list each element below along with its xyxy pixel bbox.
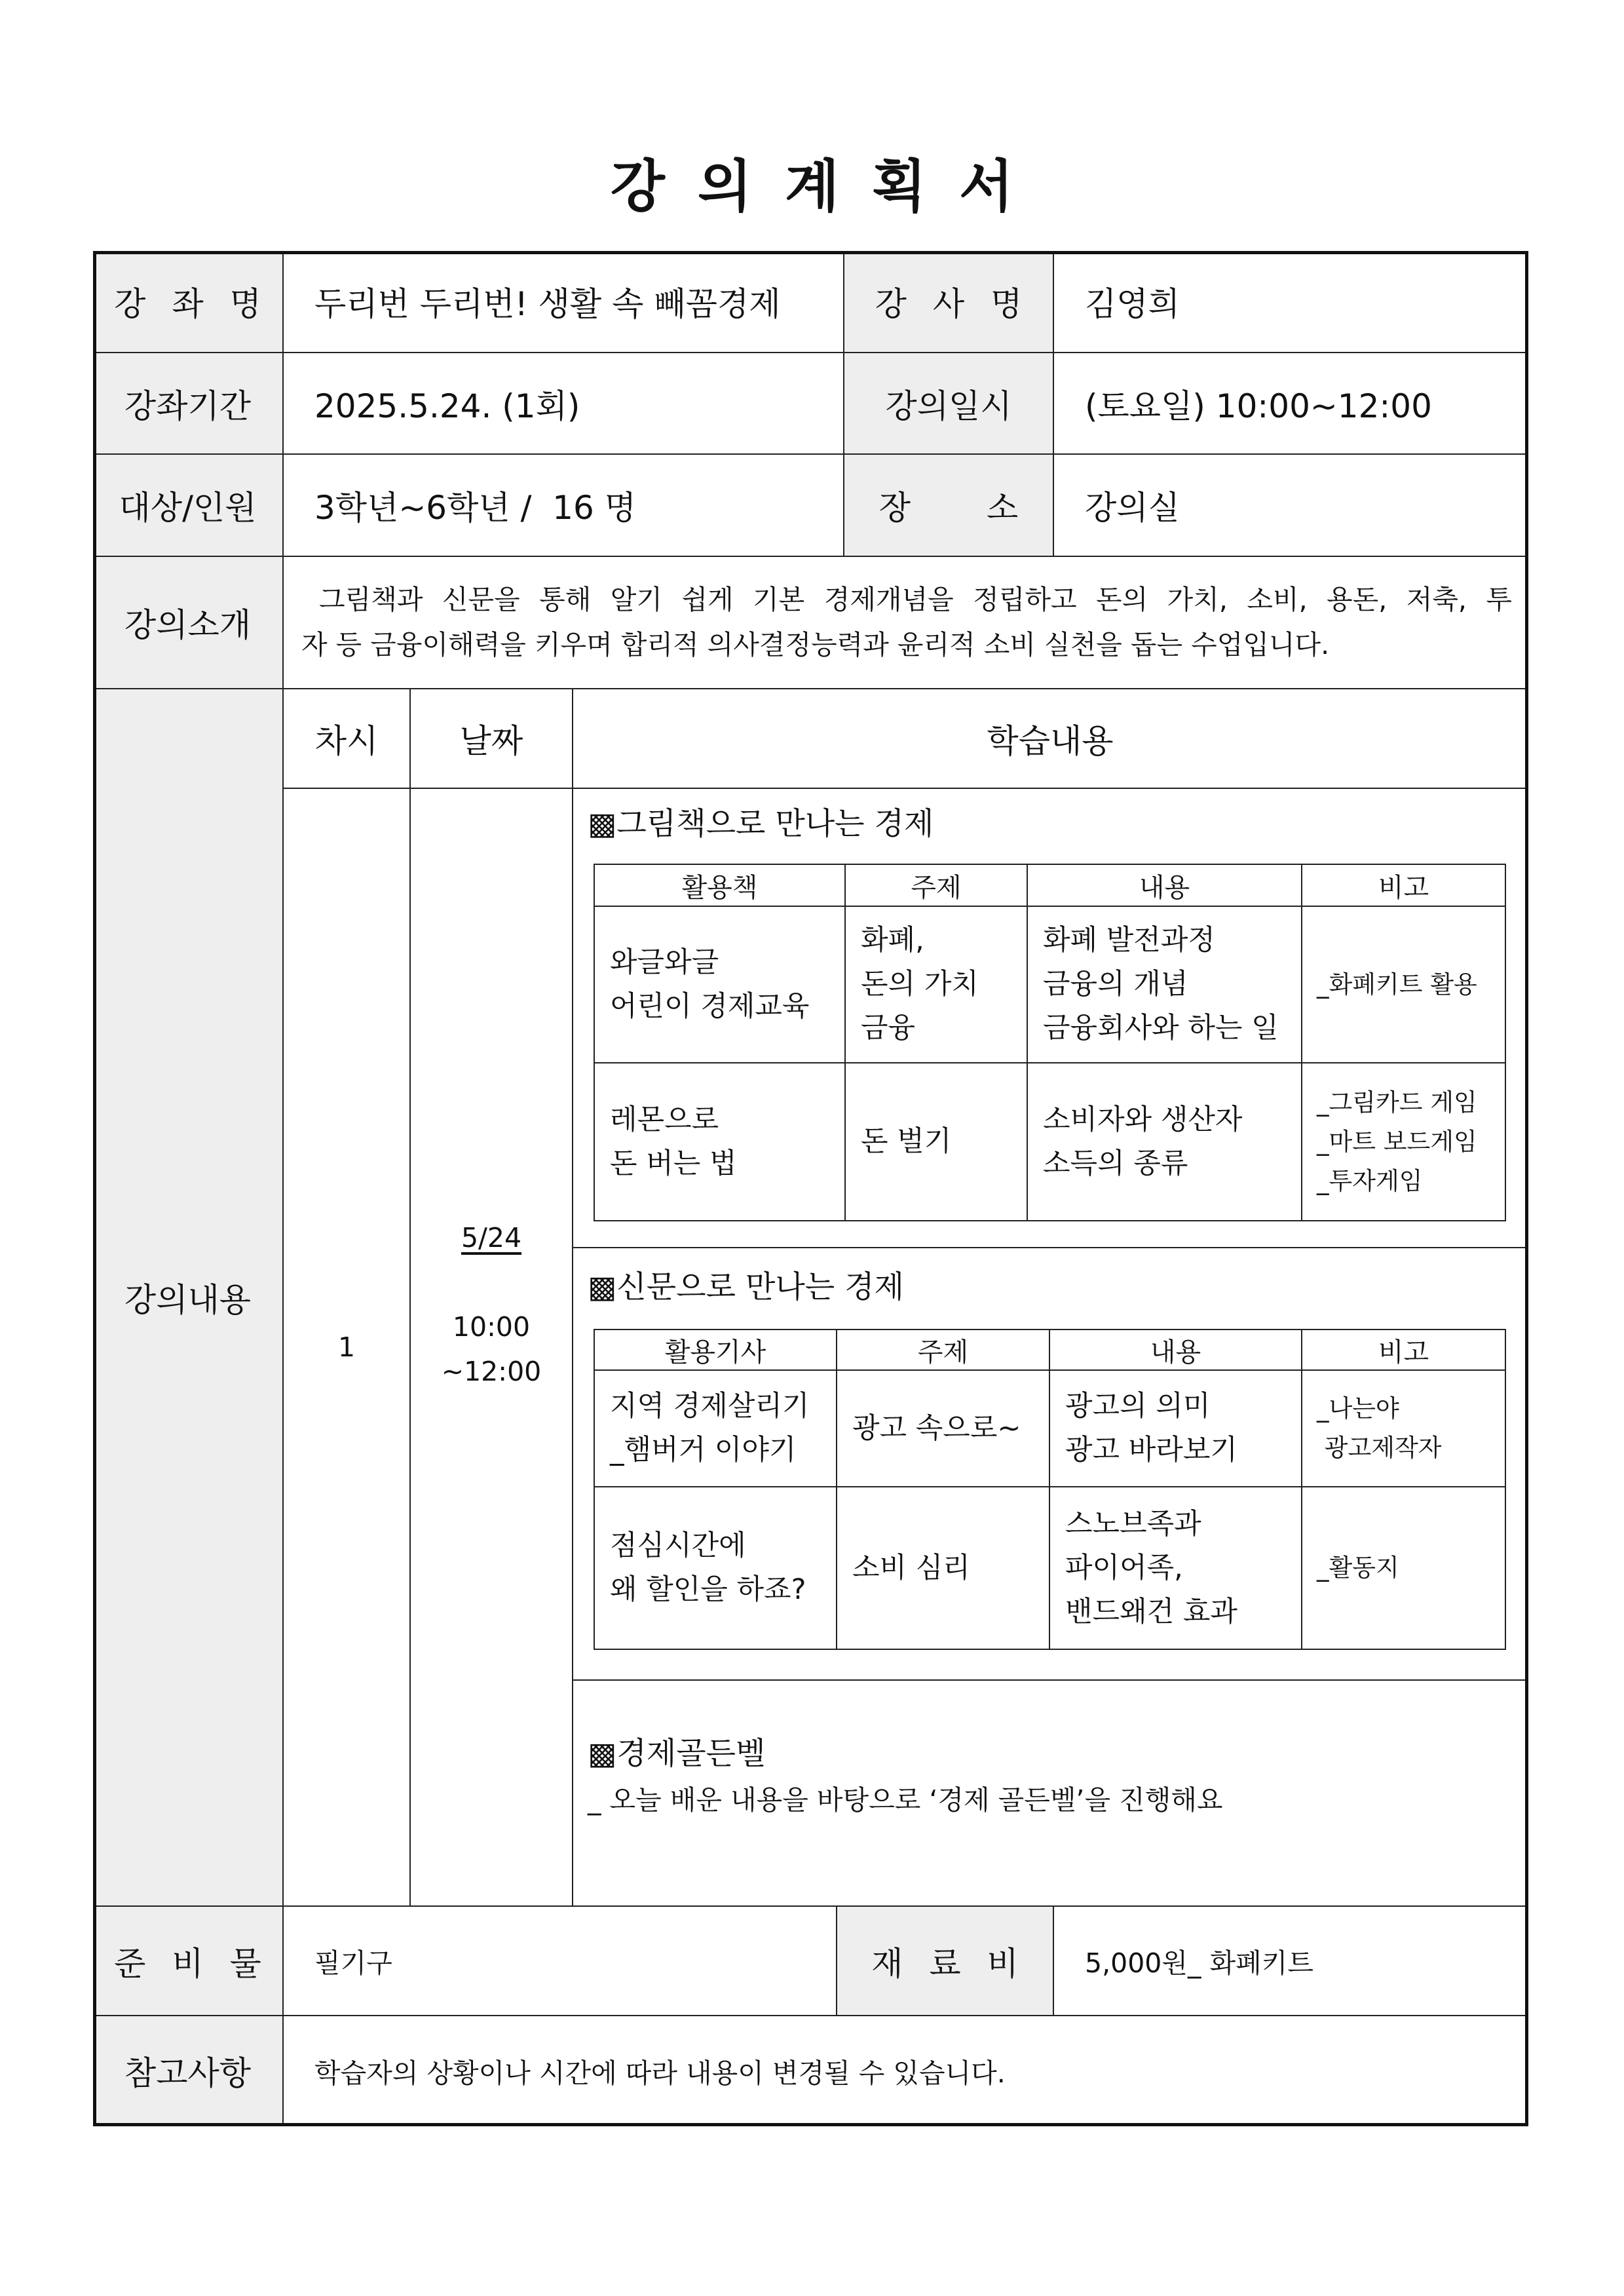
cell-line: _그림카드 게임 [1317,1088,1477,1117]
cell-line: 광고 바라보기 [1065,1434,1237,1466]
cell-line: _투자게임 [1317,1166,1423,1195]
section-heading: ▩신문으로 만나는 경제 [588,1269,904,1305]
picturebook-table [594,864,1506,1221]
cell-line: 화폐, [861,924,924,957]
newspaper-table [594,1329,1506,1650]
table-cell-source [595,1063,846,1221]
table-header-cell: 주제 [837,1330,1050,1371]
period-value: 2025.5.24. (1회) [284,353,844,455]
table-cell-note [1302,1487,1506,1650]
course-name-label: 강 좌 명 [93,251,284,353]
cell-line: 금융 [861,1012,916,1044]
cell-line: 지역 경제살리기 [610,1390,810,1423]
cell-line: 왜 할인을 하죠? [610,1573,806,1606]
cell-line: 파이어족, [1065,1551,1183,1584]
section-picturebook [573,789,1528,1248]
table-cell-detail [1028,1063,1302,1221]
cell-line: 밴드왜건 효과 [1065,1595,1237,1628]
column-header-date: 날짜 [411,689,573,789]
table-cell-topic [837,1487,1050,1650]
cost-label: 재 료 비 [837,1907,1054,2016]
intro-label: 강의소개 [93,557,284,689]
notes-label: 참고사항 [93,2016,284,2126]
cell-line: 돈의 가치 [861,968,979,1001]
cell-line: 광고 속으로~ [852,1411,1021,1445]
schedule-value: (토요일) 10:00~12:00 [1054,353,1528,455]
cell-line: 금융회사와 하는 일 [1043,1012,1279,1044]
cell-line: 소비 심리 [852,1551,970,1584]
cell-line: _화폐키트 활용 [1317,970,1477,999]
cell-line: _햄버거 이야기 [610,1434,797,1466]
instructor-label: 강 사 명 [844,251,1054,353]
cell-line: 소득의 종류 [1043,1147,1188,1180]
table-header-cell: 활용책 [595,865,846,907]
table-header-cell: 주제 [846,865,1028,907]
cell-line: 광고의 의미 [1065,1390,1211,1423]
table-cell-note [1302,907,1506,1063]
table-cell-source [595,1371,837,1487]
table-cell-detail [1050,1487,1302,1650]
section-heading: ▩그림책으로 만나는 경제 [588,806,934,842]
instructor-value: 김영희 [1054,251,1528,353]
table-cell-detail [1050,1371,1302,1487]
table-header-cell: 내용 [1028,865,1302,907]
notes-value: 학습자의 상황이나 시간에 따라 내용이 변경될 수 있습니다. [284,2016,1528,2126]
cell-line: _활동지 [1317,1554,1399,1582]
cell-line: 돈 버는 법 [610,1147,737,1180]
cell-line: 점심시간에 [610,1529,746,1562]
schedule-label: 강의일시 [844,353,1054,455]
table-cell-source [595,907,846,1063]
intro-line: 그림책과 신문을 통해 알기 쉽게 기본 경제개념을 정립하고 돈의 가치, 소비, 용돈, 저축, 투 [319,584,1512,615]
intro-text [284,557,1528,689]
table-cell-topic [846,907,1028,1063]
date-cell [411,789,573,1907]
table-header-cell: 비고 [1302,865,1506,907]
table-cell-detail [1028,907,1302,1063]
cell-line: 돈 벌기 [861,1125,952,1158]
cost-value: 5,000원_ 화폐키트 [1054,1907,1528,2016]
cell-line: 스노브족과 [1065,1507,1201,1540]
section-description: _ 오늘 배운 내용을 바탕으로 ‘경제 골든벨’을 진행해요 [588,1784,1223,1816]
table-header-cell: 비고 [1302,1330,1506,1371]
intro-line: 자 등 금융이해력을 키우며 합리적 의사결정능력과 윤리적 소비 실천을 돕는 수업입니다. [301,629,1330,660]
table-cell-topic [846,1063,1028,1221]
cell-line: 소비자와 생산자 [1043,1103,1243,1136]
table-header-cell: 활용기사 [595,1330,837,1371]
cell-line: 화폐 발전과정 [1043,924,1215,957]
section-newspaper [573,1248,1528,1681]
cell-line: _마트 보드게임 [1317,1127,1477,1156]
cell-line: 와글와글 [610,946,719,979]
time-start: 10:00 [452,1311,531,1343]
section-heading: ▩경제골든벨 [588,1736,766,1772]
table-header-cell: 내용 [1050,1330,1302,1371]
materials-value: 필기구 [284,1907,837,2016]
table-cell-topic [837,1371,1050,1487]
cell-line: 어린이 경제교육 [610,989,810,1023]
table-cell-note [1302,1063,1506,1221]
lecture-date: 5/24 [461,1222,522,1253]
section-golden-bell [573,1681,1528,1907]
table-cell-source [595,1487,837,1650]
cell-line: 광고제작자 [1317,1434,1442,1462]
cell-line: 금융의 개념 [1043,968,1188,1001]
period-label: 강좌기간 [93,353,284,455]
cell-line: _나는야 [1317,1394,1399,1423]
table-cell-note [1302,1371,1506,1487]
date-block [411,1215,572,1394]
session-number: 1 [284,789,411,1907]
place-label: 장 소 [844,455,1054,557]
materials-label: 준 비 물 [93,1907,284,2016]
column-header-session: 차시 [284,689,411,789]
column-header-learning: 학습내용 [573,689,1528,789]
target-label: 대상/인원 [93,455,284,557]
target-value: 3학년~6학년 / 16 명 [284,455,844,557]
time-end: ~12:00 [441,1356,542,1387]
course-name-value: 두리번 두리번! 생활 속 빼꼼경제 [284,251,844,353]
lecture-content-label: 강의내용 [93,689,284,1907]
document-title: 강 의 계 획 서 [610,154,1014,220]
cell-line: 레몬으로 [610,1103,719,1136]
place-value: 강의실 [1054,455,1528,557]
spacer [411,1260,572,1305]
